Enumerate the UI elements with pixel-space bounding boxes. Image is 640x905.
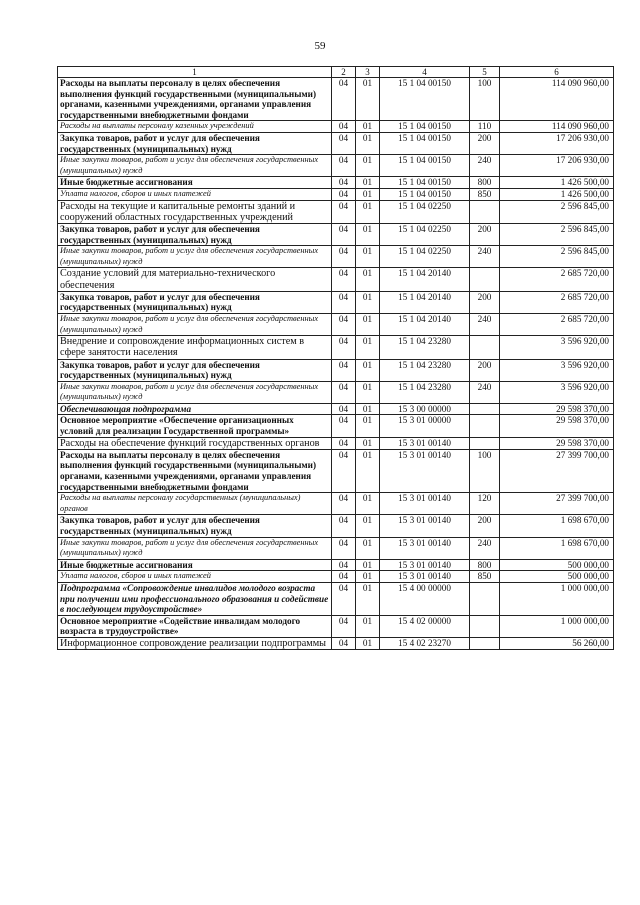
target-article-code: 15 1 04 02250: [380, 200, 470, 223]
target-article-code: 15 1 04 23280: [380, 359, 470, 381]
section-code: 04: [332, 615, 356, 637]
expense-type-code: 200: [470, 132, 500, 154]
expense-type-code: 850: [470, 188, 500, 200]
subsection-code: 01: [356, 515, 380, 537]
subsection-code: 01: [356, 437, 380, 449]
table-row: [58, 132, 614, 154]
target-article-code: 15 3 01 00140: [380, 559, 470, 571]
amount: 1 000 000,00: [500, 615, 614, 637]
item-name: Иные закупки товаров, работ и услуг для обеспечения государственных (муниципальных) нужд: [58, 246, 332, 268]
amount: 29 598 370,00: [500, 403, 614, 415]
section-code: 04: [332, 291, 356, 313]
table-row: [58, 177, 614, 189]
table-row: [58, 200, 614, 223]
subsection-code: 01: [356, 582, 380, 615]
subsection-code: 01: [356, 313, 380, 335]
table-row: [58, 246, 614, 268]
expense-type-code: 850: [470, 571, 500, 583]
table-row: [58, 313, 614, 335]
table-row: [58, 223, 614, 245]
section-code: 04: [332, 515, 356, 537]
item-name: Закупка товаров, работ и услуг для обеспечения государственных (муниципальных) нужд: [58, 359, 332, 381]
expense-type-code: 110: [470, 121, 500, 133]
expense-type-code: 800: [470, 559, 500, 571]
expense-type-code: 200: [470, 359, 500, 381]
item-name: Создание условий для материально-технического обеспечения: [58, 268, 332, 291]
item-name: Обеспечивающая подпрограмма: [58, 403, 332, 415]
table-row: [58, 291, 614, 313]
target-article-code: 15 1 04 00150: [380, 132, 470, 154]
amount: 2 596 845,00: [500, 200, 614, 223]
section-code: 04: [332, 313, 356, 335]
amount: 2 596 845,00: [500, 223, 614, 245]
target-article-code: 15 4 02 23270: [380, 637, 470, 649]
item-name: Уплата налогов, сборов и иных платежей: [58, 188, 332, 200]
item-name: Иные закупки товаров, работ и услуг для обеспечения государственных (муниципальных) нужд: [58, 155, 332, 177]
item-name: Подпрограмма «Сопровождение инвалидов молодого возраста при получении ими профессионального образования и содействие в последующем трудоустройстве»: [58, 582, 332, 615]
amount: 1 698 670,00: [500, 515, 614, 537]
table-row: [58, 571, 614, 583]
item-name: Закупка товаров, работ и услуг для обеспечения государственных (муниципальных) нужд: [58, 223, 332, 245]
item-name: Закупка товаров, работ и услуг для обеспечения государственных (муниципальных) нужд: [58, 291, 332, 313]
table-row: [58, 403, 614, 415]
expense-type-code: 240: [470, 313, 500, 335]
header-col-2: 2: [332, 67, 356, 78]
table-row: [58, 537, 614, 559]
subsection-code: 01: [356, 381, 380, 403]
target-article-code: 15 3 01 00140: [380, 493, 470, 515]
subsection-code: 01: [356, 155, 380, 177]
target-article-code: 15 4 00 00000: [380, 582, 470, 615]
target-article-code: 15 1 04 20140: [380, 268, 470, 291]
subsection-code: 01: [356, 78, 380, 121]
subsection-code: 01: [356, 200, 380, 223]
table-row: [58, 637, 614, 649]
target-article-code: 15 1 04 00150: [380, 155, 470, 177]
item-name: Иные закупки товаров, работ и услуг для обеспечения государственных (муниципальных) нужд: [58, 313, 332, 335]
amount: 1 000 000,00: [500, 582, 614, 615]
expense-type-code: 100: [470, 449, 500, 492]
table-row: [58, 78, 614, 121]
header-col-6: 6: [500, 67, 614, 78]
target-article-code: 15 1 04 23280: [380, 336, 470, 359]
expense-type-code: [470, 437, 500, 449]
subsection-code: 01: [356, 637, 380, 649]
item-name: Иные закупки товаров, работ и услуг для обеспечения государственных (муниципальных) нужд: [58, 537, 332, 559]
table-row: [58, 493, 614, 515]
item-name: Информационное сопровождение реализации подпрограммы: [58, 637, 332, 649]
item-name: Уплата налогов, сборов и иных платежей: [58, 571, 332, 583]
subsection-code: 01: [356, 223, 380, 245]
table-row: [58, 515, 614, 537]
section-code: 04: [332, 200, 356, 223]
subsection-code: 01: [356, 132, 380, 154]
header-col-4: 4: [380, 67, 470, 78]
target-article-code: 15 1 04 00150: [380, 177, 470, 189]
subsection-code: 01: [356, 359, 380, 381]
expense-type-code: 240: [470, 537, 500, 559]
subsection-code: 01: [356, 559, 380, 571]
target-article-code: 15 1 04 23280: [380, 381, 470, 403]
header-row: [58, 67, 614, 78]
amount: 500 000,00: [500, 559, 614, 571]
subsection-code: 01: [356, 493, 380, 515]
section-code: 04: [332, 246, 356, 268]
table-row: [58, 188, 614, 200]
table-row: [58, 449, 614, 492]
expense-type-code: [470, 637, 500, 649]
budget-table: [57, 66, 614, 650]
amount: 17 206 930,00: [500, 132, 614, 154]
expense-type-code: 240: [470, 246, 500, 268]
target-article-code: 15 1 04 20140: [380, 313, 470, 335]
expense-type-code: 800: [470, 177, 500, 189]
expense-type-code: 120: [470, 493, 500, 515]
subsection-code: 01: [356, 188, 380, 200]
target-article-code: 15 3 01 00140: [380, 571, 470, 583]
header-col-5: 5: [470, 67, 500, 78]
amount: 114 090 960,00: [500, 121, 614, 133]
expense-type-code: 200: [470, 291, 500, 313]
expense-type-code: [470, 268, 500, 291]
amount: 3 596 920,00: [500, 381, 614, 403]
section-code: 04: [332, 559, 356, 571]
target-article-code: 15 1 04 20140: [380, 291, 470, 313]
section-code: 04: [332, 403, 356, 415]
target-article-code: 15 1 04 02250: [380, 246, 470, 268]
amount: 114 090 960,00: [500, 78, 614, 121]
table-row: [58, 582, 614, 615]
table-row: [58, 437, 614, 449]
subsection-code: 01: [356, 121, 380, 133]
section-code: 04: [332, 582, 356, 615]
target-article-code: 15 3 01 00000: [380, 415, 470, 437]
section-code: 04: [332, 223, 356, 245]
expense-type-code: [470, 615, 500, 637]
target-article-code: 15 3 01 00140: [380, 449, 470, 492]
table-row: [58, 336, 614, 359]
subsection-code: 01: [356, 449, 380, 492]
target-article-code: 15 1 04 00150: [380, 121, 470, 133]
section-code: 04: [332, 415, 356, 437]
item-name: Расходы на выплаты персоналу казенных учреждений: [58, 121, 332, 133]
target-article-code: 15 4 02 00000: [380, 615, 470, 637]
item-name: Иные бюджетные ассигнования: [58, 559, 332, 571]
expense-type-code: 240: [470, 155, 500, 177]
target-article-code: 15 3 01 00140: [380, 537, 470, 559]
table-row: [58, 559, 614, 571]
section-code: 04: [332, 177, 356, 189]
amount: 2 596 845,00: [500, 246, 614, 268]
amount: 2 685 720,00: [500, 268, 614, 291]
table-body: [58, 78, 614, 650]
page-number: 59: [314, 40, 326, 52]
amount: 1 426 500,00: [500, 177, 614, 189]
subsection-code: 01: [356, 403, 380, 415]
subsection-code: 01: [356, 415, 380, 437]
subsection-code: 01: [356, 268, 380, 291]
item-name: Внедрение и сопровождение информационных систем в сфере занятости населения: [58, 336, 332, 359]
section-code: 04: [332, 188, 356, 200]
subsection-code: 01: [356, 246, 380, 268]
item-name: Основное мероприятие «Содействие инвалидам молодого возраста в трудоустройстве»: [58, 615, 332, 637]
amount: 2 685 720,00: [500, 313, 614, 335]
amount: 2 685 720,00: [500, 291, 614, 313]
subsection-code: 01: [356, 537, 380, 559]
expense-type-code: 240: [470, 381, 500, 403]
expense-type-code: [470, 403, 500, 415]
item-name: Иные бюджетные ассигнования: [58, 177, 332, 189]
table-row: [58, 268, 614, 291]
amount: 27 399 700,00: [500, 449, 614, 492]
target-article-code: 15 3 00 00000: [380, 403, 470, 415]
section-code: 04: [332, 493, 356, 515]
item-name: Основное мероприятие «Обеспечение организационных условий для реализации Государственной программы»: [58, 415, 332, 437]
section-code: 04: [332, 78, 356, 121]
table-row: [58, 155, 614, 177]
section-code: 04: [332, 537, 356, 559]
amount: 1 698 670,00: [500, 537, 614, 559]
target-article-code: 15 1 04 00150: [380, 188, 470, 200]
item-name: Иные закупки товаров, работ и услуг для обеспечения государственных (муниципальных) нужд: [58, 381, 332, 403]
amount: 17 206 930,00: [500, 155, 614, 177]
expense-type-code: 200: [470, 515, 500, 537]
header-col-1: 1: [58, 67, 332, 78]
subsection-code: 01: [356, 177, 380, 189]
section-code: 04: [332, 449, 356, 492]
expense-type-code: [470, 200, 500, 223]
item-name: Расходы на выплаты персоналу государственных (муниципальных) органов: [58, 493, 332, 515]
section-code: 04: [332, 268, 356, 291]
section-code: 04: [332, 637, 356, 649]
section-code: 04: [332, 437, 356, 449]
amount: 29 598 370,00: [500, 437, 614, 449]
subsection-code: 01: [356, 615, 380, 637]
section-code: 04: [332, 381, 356, 403]
item-name: Расходы на выплаты персоналу в целях обеспечения выполнения функций государственными (муниципальными) органами, казенными учреждениями, органами управления государственными внебюджетными фондами: [58, 78, 332, 121]
amount: 27 399 700,00: [500, 493, 614, 515]
target-article-code: 15 3 01 00140: [380, 437, 470, 449]
amount: 1 426 500,00: [500, 188, 614, 200]
amount: 500 000,00: [500, 571, 614, 583]
subsection-code: 01: [356, 336, 380, 359]
subsection-code: 01: [356, 571, 380, 583]
table-row: [58, 415, 614, 437]
expense-type-code: [470, 415, 500, 437]
table-row: [58, 381, 614, 403]
section-code: 04: [332, 121, 356, 133]
target-article-code: 15 1 04 02250: [380, 223, 470, 245]
amount: 3 596 920,00: [500, 359, 614, 381]
expense-type-code: [470, 336, 500, 359]
amount: 3 596 920,00: [500, 336, 614, 359]
table-row: [58, 359, 614, 381]
section-code: 04: [332, 359, 356, 381]
expense-type-code: 100: [470, 78, 500, 121]
expense-type-code: [470, 582, 500, 615]
item-name: Расходы на выплаты персоналу в целях обеспечения выполнения функций государственными (муниципальными) органами, казенными учреждениями, органами управления государственными внебюджетными фондами: [58, 449, 332, 492]
item-name: Расходы на обеспечение функций государственных органов: [58, 437, 332, 449]
section-code: 04: [332, 336, 356, 359]
section-code: 04: [332, 132, 356, 154]
section-code: 04: [332, 571, 356, 583]
section-code: 04: [332, 155, 356, 177]
subsection-code: 01: [356, 291, 380, 313]
table-row: [58, 615, 614, 637]
item-name: Закупка товаров, работ и услуг для обеспечения государственных (муниципальных) нужд: [58, 515, 332, 537]
item-name: Закупка товаров, работ и услуг для обеспечения государственных (муниципальных) нужд: [58, 132, 332, 154]
expense-type-code: 200: [470, 223, 500, 245]
table-row: [58, 121, 614, 133]
target-article-code: 15 3 01 00140: [380, 515, 470, 537]
target-article-code: 15 1 04 00150: [380, 78, 470, 121]
header-col-3: 3: [356, 67, 380, 78]
item-name: Расходы на текущие и капитальные ремонты зданий и сооружений областных государственных учреждений: [58, 200, 332, 223]
amount: 56 260,00: [500, 637, 614, 649]
amount: 29 598 370,00: [500, 415, 614, 437]
